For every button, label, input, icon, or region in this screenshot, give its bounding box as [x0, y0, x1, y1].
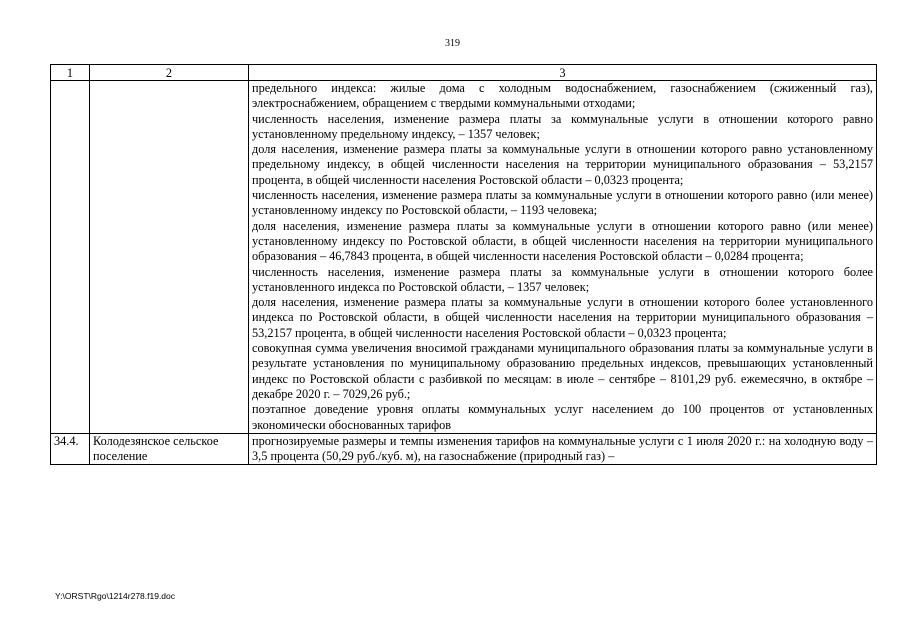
paragraph-7: доля населения, изменение размера платы за коммунальные услуги в отношении которого более установленного индекса по Ростовской области, в общей численности населения на территории муниципального образования – 53,2157 процента, в общей численности населения Ростовской области – 0,0323 процента;	[252, 295, 873, 340]
row-text-cell	[249, 81, 877, 434]
row-tariff-text: прогнозируемые размеры и темпы изменения тарифов на коммунальные услуги с 1 июля 2020 г.: на холодную воду – 3,5 процента (50,29 руб./куб. м), на газоснабжение (природный газ) –	[249, 433, 877, 465]
header-col-3: 3	[249, 65, 877, 81]
document-table	[50, 64, 877, 465]
paragraph-3: доля населения, изменение размера платы за коммунальные услуги в отношении которого равно установленному предельному индексу, в общей численности населения на территории муниципального образования – 53,2157 процента, в общей численности населения Ростовской области – 0,0323 процента;	[252, 142, 873, 187]
paragraph-1: предельного индекса: жилые дома с холодным водоснабжением, газоснабжением (сжиженный газ), электроснабжением, обращением с твердыми коммунальными отходами;	[252, 81, 873, 111]
table-row-continuation	[51, 81, 877, 434]
header-col-1: 1	[51, 65, 90, 81]
table-row-34-4	[51, 433, 877, 465]
paragraph-6: численность населения, изменение размера платы за коммунальные услуги в отношении которого более установленного индекса по Ростовской области, – 1357 человек;	[252, 264, 873, 294]
paragraph-8: совокупная сумма увеличения вносимой гражданами муниципального образования платы за коммунальные услуги в результате установления по муниципальному образованию предельных индексов, превышающих установленный индекс по Ростовской области с разбивкой по месяцам: в июле – сентябре – 8101,29 руб. ежемесячно, в октябре – декабре 2020 г. – 7029,26 руб.;	[252, 341, 873, 401]
header-col-2: 2	[90, 65, 249, 81]
row-settlement-name: Колодезянское сельское поселение	[90, 433, 249, 465]
table-header-row	[51, 65, 877, 81]
row-name-cell	[90, 81, 249, 434]
paragraph-5: доля населения, изменение размера платы за коммунальные услуги в отношении которого равно (или менее) установленному индексу по Ростовской области, в общей численности населения на территории муниципального образования – 46,7843 процента, в общей численности населения Ростовской области – 0,0284 процента;	[252, 218, 873, 264]
row-number: 34.4.	[51, 433, 90, 465]
file-path-footer: Y:\ORST\Rgo\1214r278.f19.doc	[55, 591, 176, 601]
row-number-cell	[51, 81, 90, 434]
paragraph-4: численность населения, изменение размера платы за коммунальные услуги в отношении которого равно (или менее) установленному индексу по Ростовской области, – 1193 человека;	[252, 188, 873, 218]
paragraph-2: численность населения, изменение размера платы за коммунальные услуги в отношении которого равно установленному предельному индексу, – 1357 человек;	[252, 111, 873, 141]
page-number: 319	[445, 38, 460, 49]
paragraph-9: поэтапное доведение уровня оплаты коммунальных услуг населением до 100 процентов от установленных экономически обоснованных тарифов	[252, 402, 873, 432]
